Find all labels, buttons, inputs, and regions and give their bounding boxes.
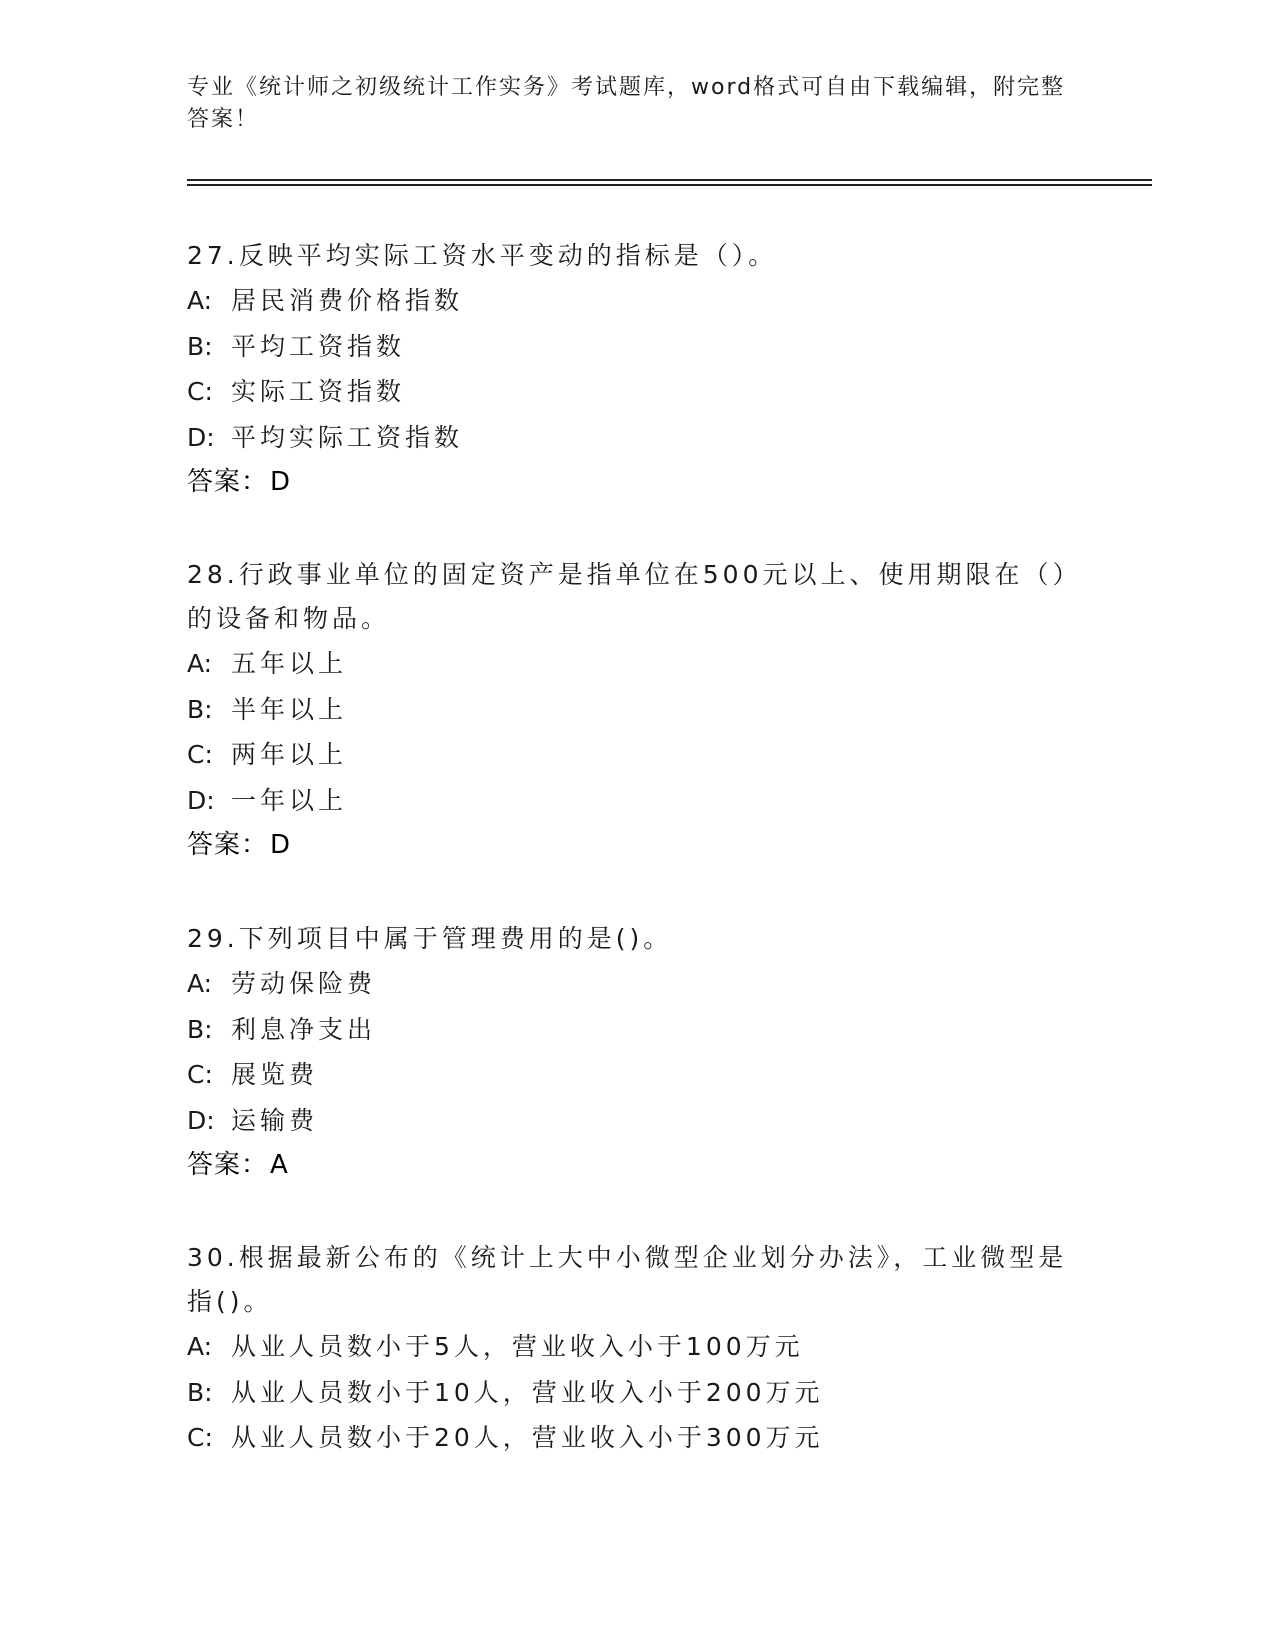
option-b — [187, 324, 1087, 370]
option-text: 从业人员数小于5人，营业收入小于100万元 — [231, 1332, 804, 1361]
question-29 — [187, 917, 1087, 1189]
option-text: 平均工资指数 — [231, 331, 406, 361]
document-header — [187, 72, 1067, 136]
option-letter: A: — [187, 286, 213, 315]
option-letter: A: — [187, 649, 213, 678]
question-27 — [187, 234, 1087, 506]
answer-line — [187, 1143, 1087, 1189]
option-b — [187, 1007, 1087, 1053]
option-letter: C: — [187, 377, 213, 406]
answer-line — [187, 460, 1087, 506]
option-text: 居民消费价格指数 — [231, 286, 464, 315]
question-text: 29.下列项目中属于管理费用的是()。 — [187, 924, 673, 953]
option-a — [187, 278, 1087, 324]
answer-value: D — [270, 467, 292, 497]
option-c — [187, 1052, 1087, 1098]
option-a — [187, 961, 1087, 1007]
option-text: 从业人员数小于10人，营业收入小于200万元 — [231, 1377, 824, 1407]
option-letter: B: — [187, 331, 213, 361]
option-text: 半年以上 — [231, 694, 348, 724]
header-divider-bottom — [187, 184, 1152, 186]
option-text: 五年以上 — [231, 649, 348, 678]
option-letter: D: — [187, 1105, 215, 1135]
option-text: 实际工资指数 — [231, 377, 406, 406]
option-text: 从业人员数小于20人，营业收入小于300万元 — [231, 1423, 824, 1452]
option-d — [187, 415, 1087, 461]
question-30 — [187, 1236, 1087, 1461]
option-letter: A: — [187, 1332, 213, 1361]
option-letter: C: — [187, 1060, 213, 1089]
option-letter: C: — [187, 1423, 213, 1452]
answer-value: D — [270, 830, 292, 860]
option-letter: D: — [187, 785, 215, 815]
option-letter: B: — [187, 1377, 213, 1407]
option-letter: A: — [187, 969, 213, 998]
option-c — [187, 732, 1087, 778]
option-letter: D: — [187, 422, 215, 452]
option-d — [187, 1098, 1087, 1144]
option-letter: C: — [187, 740, 213, 769]
option-text: 展览费 — [231, 1060, 319, 1089]
option-letter: B: — [187, 1014, 213, 1044]
header-divider-top — [187, 179, 1152, 181]
answer-line — [187, 823, 1087, 869]
answer-label: 答案： — [187, 467, 269, 497]
option-text: 平均实际工资指数 — [231, 422, 464, 452]
header-text: 专业《统计师之初级统计工作实务》考试题库，word格式可自由下载编辑，附完整答案！ — [187, 75, 1066, 132]
option-letter: B: — [187, 694, 213, 724]
option-b — [187, 1370, 1087, 1416]
answer-label: 答案： — [187, 1150, 269, 1180]
answer-value: A — [270, 1150, 289, 1180]
option-text: 运输费 — [231, 1105, 319, 1135]
question-text: 27.反映平均实际工资水平变动的指标是（）。 — [187, 241, 778, 270]
option-a — [187, 641, 1087, 687]
option-text: 一年以上 — [231, 785, 348, 815]
question-text: 28.行政事业单位的固定资产是指单位在500元以上、使用期限在（）的设备和物品。 — [187, 560, 1082, 633]
option-b — [187, 687, 1087, 733]
option-text: 两年以上 — [231, 740, 348, 769]
question-text: 30.根据最新公布的《统计上大中小微型企业划分办法》，工业微型是指()。 — [187, 1243, 1068, 1316]
option-text: 劳动保险费 — [231, 969, 377, 998]
question-28 — [187, 553, 1087, 869]
option-d — [187, 778, 1087, 824]
option-c — [187, 369, 1087, 415]
option-c — [187, 1415, 1087, 1461]
option-text: 利息净支出 — [231, 1014, 377, 1044]
answer-label: 答案： — [187, 830, 269, 860]
option-a — [187, 1324, 1087, 1370]
